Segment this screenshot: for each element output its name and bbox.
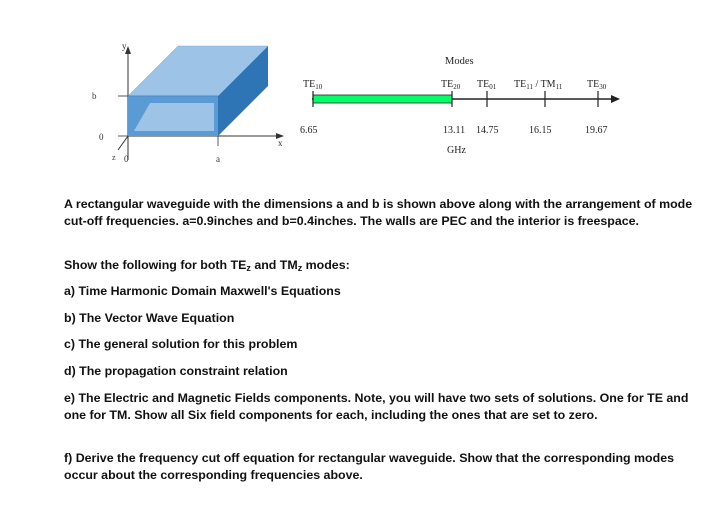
mode-chart-title: Modes: [445, 56, 474, 67]
show-mid: and TM: [250, 258, 298, 272]
part-c: c) The general solution for this problem: [64, 337, 298, 351]
frequency-axis-arrow: [611, 95, 620, 103]
mode-label-te01: $TE_{01}$: [477, 79, 497, 91]
z-axis: [118, 136, 128, 150]
freq-te01: 14.75: [476, 125, 499, 136]
waveguide-diagram: [92, 41, 284, 164]
part-d: d) The propagation constraint relation: [64, 364, 288, 378]
freq-te11-tm11: 16.15: [529, 125, 552, 136]
part-e: e) The Electric and Magnetic Fields components. Note, you will have two sets of solutions. One for TE and one for TM. Show all Six field components for each, including the ones that are set to zero.: [64, 391, 689, 422]
axis-y-label: y: [122, 41, 127, 51]
origin-label: 0: [124, 154, 129, 164]
show-suffix: modes:: [302, 258, 350, 272]
freq-te30: 19.67: [585, 125, 608, 136]
waveguide-figure: [0, 0, 717, 190]
mode-label-te20: $TE_{20}$: [441, 79, 461, 91]
mode-label-te10: $TE_{10}$: [303, 79, 323, 91]
problem-intro: A rectangular waveguide with the dimensions a and b is shown above along with the arrangement of mode cut-off frequencies. a=0.9inches and b=0.4inches. The walls are PEC and the interior is freespace.: [64, 197, 693, 228]
dim-a-label: a: [216, 154, 220, 164]
axis-x-label: x: [278, 138, 283, 148]
show-sub-te: z: [246, 263, 251, 273]
single-mode-band: [313, 95, 452, 103]
part-f: f) Derive the frequency cut off equation for rectangular waveguide. Show that the corresponding modes occur about the corresponding frequencies above.: [64, 451, 674, 482]
frequency-unit: GHz: [447, 145, 466, 156]
dim-zero-label: 0: [99, 132, 104, 142]
show-instruction: [64, 257, 694, 277]
part-b: b) The Vector Wave Equation: [64, 311, 235, 325]
show-prefix: Show the following for both TE: [64, 258, 247, 272]
show-sub-tm: z: [297, 263, 303, 273]
part-a: a) Time Harmonic Domain Maxwell's Equations: [64, 284, 341, 298]
axis-z-label: z: [112, 153, 116, 162]
freq-te10: 6.65: [300, 125, 318, 136]
freq-te20: 13.11: [443, 125, 466, 136]
dim-b-label: b: [92, 91, 97, 101]
mode-chart: [300, 56, 620, 156]
mode-label-te11-tm11: $TE_{11} / TM_{11}$: [514, 79, 563, 91]
mode-label-te30: $TE_{30}$: [587, 79, 607, 91]
